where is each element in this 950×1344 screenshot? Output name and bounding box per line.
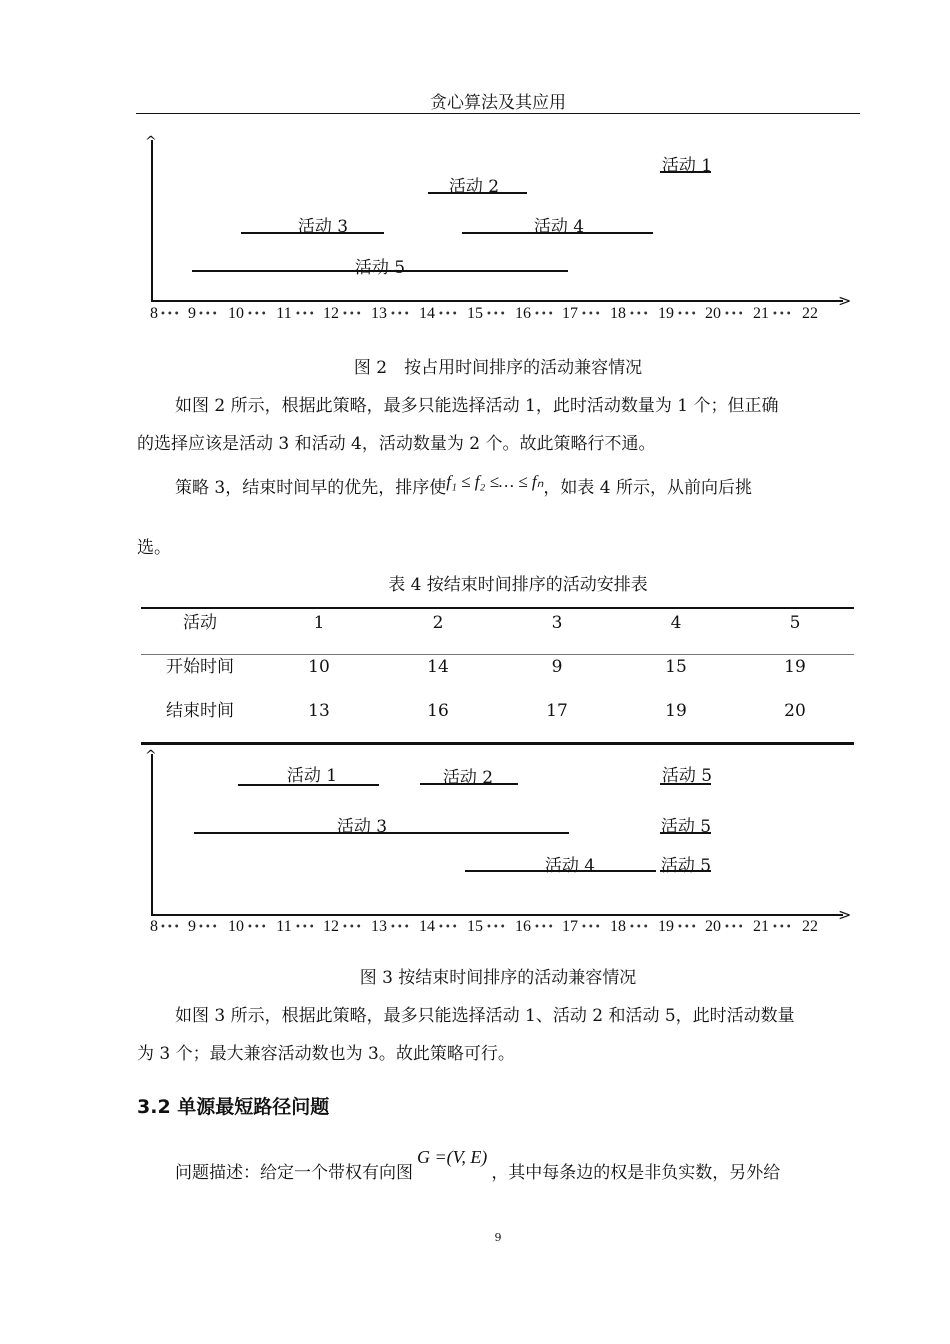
paragraph: 如图 2 所示，根据此策略，最多只能选择活动 1，此时活动数量为 1 个；但正确 — [175, 396, 779, 416]
tick-dots: ••• — [534, 922, 555, 933]
x-axis-arrow-icon: > — [838, 291, 852, 310]
paragraph: 如图 3 所示，根据此策略，最多只能选择活动 1、活动 2 和活动 5，此时活动数量 — [175, 1006, 795, 1026]
tick-dots: ••• — [629, 309, 650, 320]
table-header-cell: 5 — [789, 613, 801, 633]
tick-dots: ••• — [390, 922, 411, 933]
x-tick-label: 16 — [515, 918, 531, 935]
table-cell: 14 — [427, 657, 449, 677]
tick-dots: ••• — [342, 309, 363, 320]
x-tick-label: 17 — [562, 305, 578, 322]
header-rule — [136, 113, 860, 114]
formula: G =(V, E) — [417, 1147, 488, 1167]
table-header-cell: 1 — [313, 613, 325, 633]
x-tick-label: 11 — [276, 305, 292, 322]
table-cell: 10 — [308, 657, 330, 677]
paragraph — [175, 472, 752, 498]
y-axis-arrow-icon: ^ — [145, 748, 157, 764]
page-number: 9 — [494, 1231, 502, 1244]
tick-dots: ••• — [247, 922, 268, 933]
table-cell: 13 — [308, 701, 330, 721]
paragraph — [175, 1147, 781, 1183]
text: 问题描述：给定一个带权有向图 — [175, 1163, 413, 1183]
bar-label: 活动 4 — [533, 217, 585, 237]
x-axis-ticks — [0, 918, 950, 938]
bar-label: 活动 5 — [354, 258, 406, 278]
bar-label: 活动 5 — [660, 856, 712, 876]
bar-label: 活动 4 — [544, 856, 596, 876]
tick-dots: ••• — [724, 922, 745, 933]
bar-label: 活动 3 — [336, 817, 388, 837]
x-axis — [151, 300, 843, 302]
tick-dots: ••• — [438, 309, 459, 320]
x-axis — [151, 914, 843, 916]
x-tick-label: 12 — [323, 918, 339, 935]
tick-dots: ••• — [486, 922, 507, 933]
x-tick-label: 9 — [188, 918, 196, 935]
bar-label: 活动 5 — [660, 817, 712, 837]
tick-dots: ••• — [295, 309, 316, 320]
table-header-cell: 3 — [551, 613, 563, 633]
table-header-cell: 4 — [670, 613, 682, 633]
table-bottom-rule — [141, 742, 854, 745]
tick-dots: ••• — [486, 309, 507, 320]
section-heading: 3.2 单源最短路径问题 — [137, 1096, 330, 1118]
table-header-cell: 活动 — [183, 613, 217, 633]
tick-dots: ••• — [724, 309, 745, 320]
figure-2-caption: 图 2 按占用时间排序的活动兼容情况 — [353, 358, 643, 378]
x-tick-label: 10 — [228, 305, 244, 322]
figure-3-caption: 图 3 按结束时间排序的活动兼容情况 — [359, 968, 637, 988]
x-tick-label: 21 — [753, 918, 769, 935]
tick-dots: ••• — [677, 922, 698, 933]
table-cell: 20 — [784, 701, 806, 721]
table-cell: 15 — [665, 657, 687, 677]
tick-dots: ••• — [677, 309, 698, 320]
bar-label: 活动 2 — [442, 768, 494, 788]
bar-label: 活动 5 — [661, 766, 713, 786]
x-tick-label: 15 — [467, 918, 483, 935]
x-axis-ticks — [0, 305, 950, 325]
tick-dots: ••• — [390, 309, 411, 320]
tick-dots: ••• — [438, 922, 459, 933]
formula: f₁ ≤ f₂ ≤… ≤ fₙ — [446, 472, 544, 491]
table-caption: 表 4 按结束时间排序的活动安排表 — [388, 575, 648, 595]
x-tick-label: 15 — [467, 305, 483, 322]
table-cell: 16 — [427, 701, 449, 721]
table-cell: 开始时间 — [166, 657, 234, 677]
x-tick-label: 22 — [802, 918, 818, 935]
tick-dots: ••• — [581, 309, 602, 320]
x-tick-label: 20 — [705, 305, 721, 322]
y-axis — [151, 754, 153, 915]
x-tick-label: 10 — [228, 918, 244, 935]
table-cell: 9 — [551, 657, 563, 677]
table-header-rule — [141, 654, 854, 655]
x-tick-label: 8 — [150, 918, 158, 935]
tick-dots: ••• — [534, 309, 555, 320]
tick-dots: ••• — [581, 922, 602, 933]
x-tick-label: 8 — [150, 305, 158, 322]
x-tick-label: 19 — [658, 918, 674, 935]
y-axis-arrow-icon: ^ — [145, 134, 157, 150]
table-cell: 结束时间 — [166, 701, 234, 721]
text: ，其中每条边的权是非负实数，另外给 — [491, 1163, 781, 1183]
x-tick-label: 18 — [610, 918, 626, 935]
x-tick-label: 16 — [515, 305, 531, 322]
tick-dots: ••• — [295, 922, 316, 933]
x-tick-label: 21 — [753, 305, 769, 322]
x-tick-label: 22 — [802, 305, 818, 322]
table-cell: 19 — [784, 657, 806, 677]
y-axis — [151, 140, 153, 301]
table-top-rule — [141, 607, 854, 609]
text: ，如表 4 所示，从前向后挑 — [543, 478, 752, 498]
bar-label: 活动 3 — [297, 217, 349, 237]
tick-dots: ••• — [160, 922, 181, 933]
paragraph: 选。 — [137, 538, 171, 558]
tick-dots: ••• — [772, 922, 793, 933]
bar-label: 活动 1 — [286, 766, 338, 786]
tick-dots: ••• — [247, 309, 268, 320]
paragraph: 为 3 个；最大兼容活动数也为 3。故此策略可行。 — [137, 1044, 515, 1064]
x-tick-label: 13 — [371, 918, 387, 935]
table-header-cell: 2 — [432, 613, 444, 633]
x-tick-label: 12 — [323, 305, 339, 322]
tick-dots: ••• — [772, 309, 793, 320]
x-tick-label: 14 — [419, 305, 435, 322]
x-tick-label: 20 — [705, 918, 721, 935]
x-axis-arrow-icon: > — [838, 905, 852, 924]
x-tick-label: 13 — [371, 305, 387, 322]
x-tick-label: 11 — [276, 918, 292, 935]
x-tick-label: 18 — [610, 305, 626, 322]
x-tick-label: 17 — [562, 918, 578, 935]
text: 策略 3，结束时间早的优先，排序使 — [175, 478, 447, 498]
table-cell: 19 — [665, 701, 687, 721]
tick-dots: ••• — [198, 309, 219, 320]
tick-dots: ••• — [629, 922, 650, 933]
x-tick-label: 9 — [188, 305, 196, 322]
x-tick-label: 14 — [419, 918, 435, 935]
bar-label: 活动 1 — [661, 156, 713, 176]
bar-label: 活动 2 — [448, 177, 500, 197]
table-cell: 17 — [546, 701, 568, 721]
x-tick-label: 19 — [658, 305, 674, 322]
tick-dots: ••• — [160, 309, 181, 320]
running-header: 贪心算法及其应用 — [430, 93, 566, 113]
tick-dots: ••• — [342, 922, 363, 933]
tick-dots: ••• — [198, 922, 219, 933]
paragraph: 的选择应该是活动 3 和活动 4，活动数量为 2 个。故此策略行不通。 — [137, 434, 656, 454]
